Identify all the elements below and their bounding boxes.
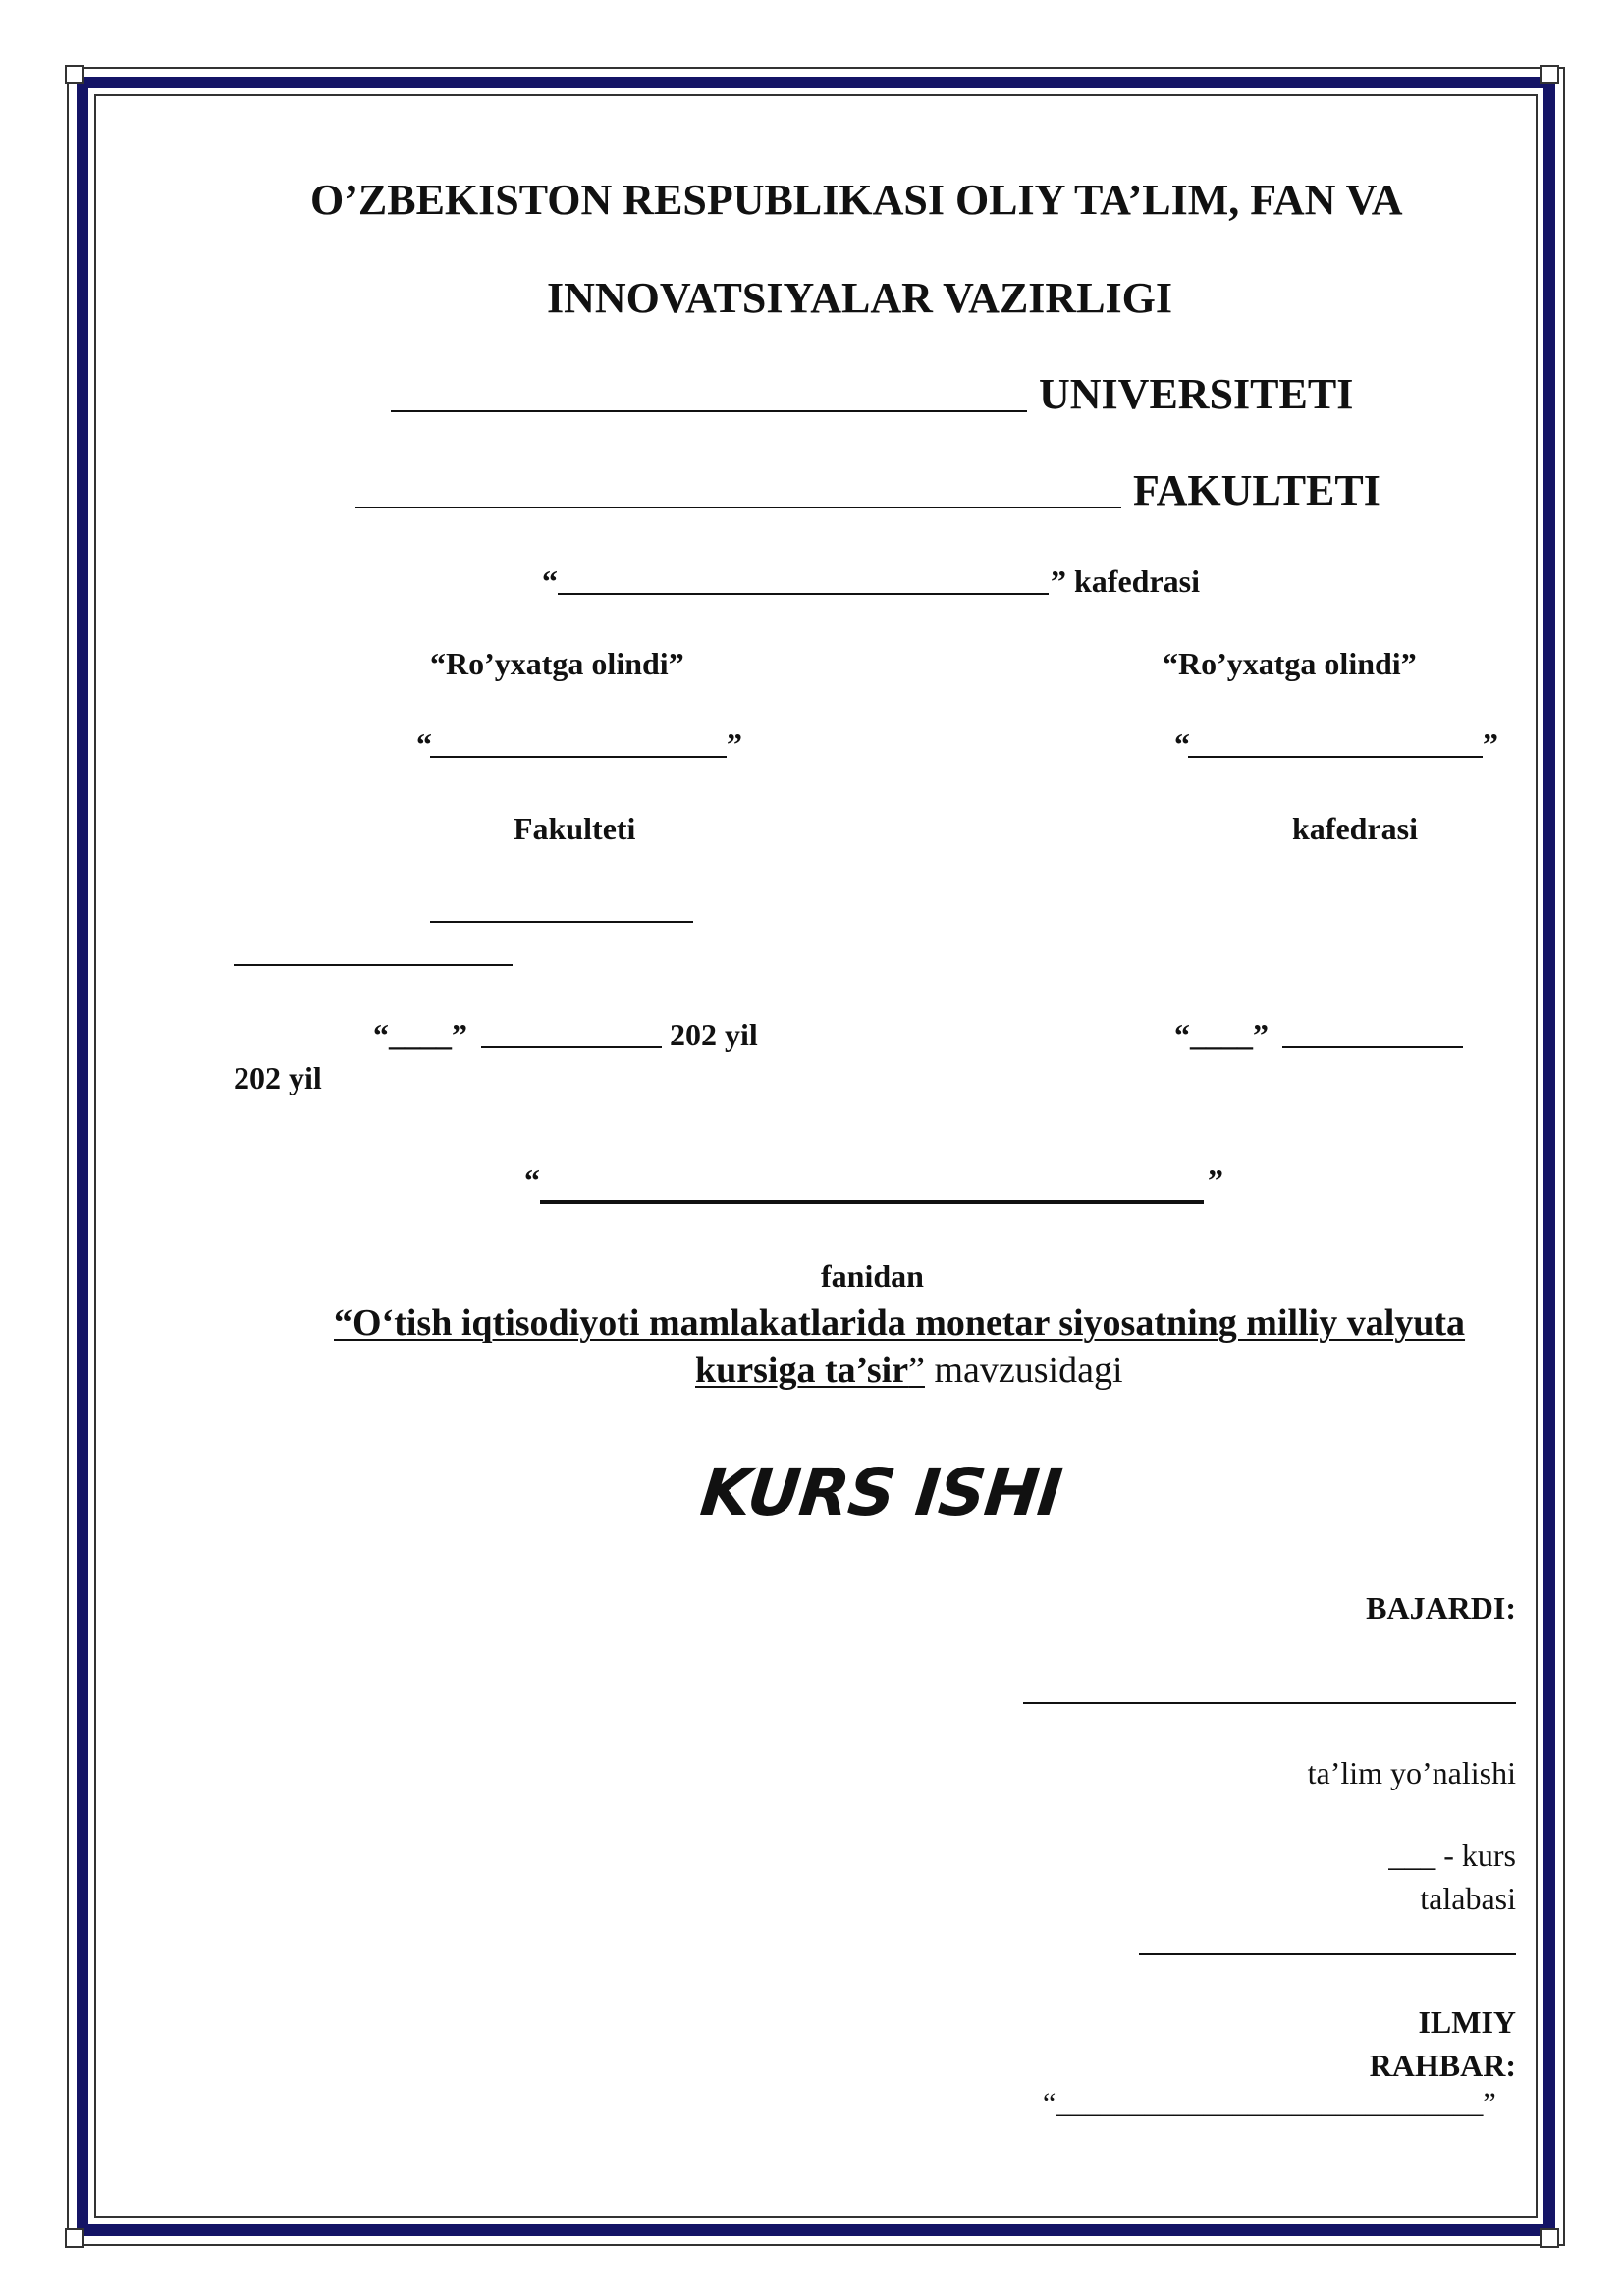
bajardi-label: BAJARDI: xyxy=(1366,1590,1516,1626)
left-date-day: “____” xyxy=(373,1017,467,1052)
kafedra-suffix: ” kafedrasi xyxy=(1051,563,1200,599)
advisor-name-blank: “_____________________________” xyxy=(1043,2087,1496,2119)
topic-quote-close: ” xyxy=(908,1350,925,1391)
talabasi-label: talabasi xyxy=(1420,1881,1516,1916)
faculty-blank xyxy=(355,507,1121,508)
rahbar-label: RAHBAR: xyxy=(1369,2048,1516,2083)
right-reg-quote-close: ” xyxy=(1483,726,1498,762)
border-corner-bottom-right xyxy=(1540,2228,1559,2248)
course-label: ___ - kurs xyxy=(1388,1838,1516,1873)
talim-yonalishi-label: ta’lim yo’nalishi xyxy=(1307,1755,1516,1790)
student-name-blank xyxy=(1023,1702,1516,1704)
left-date-year: 202 yil xyxy=(670,1017,758,1052)
ministry-line-2: INNOVATSIYALAR VAZIRLIGI xyxy=(547,274,1173,322)
left-date-month-blank xyxy=(481,1046,662,1048)
ilmiy-label: ILMIY xyxy=(1418,2004,1516,2040)
kafedra-blank xyxy=(558,593,1049,595)
right-reg-blank xyxy=(1188,756,1483,758)
fanidan-label: fanidan xyxy=(821,1258,924,1294)
student-signature-blank xyxy=(1139,1953,1516,1955)
subject-blank xyxy=(540,1200,1204,1204)
right-reg-label: kafedrasi xyxy=(1292,811,1418,846)
left-reg-quote-open: “ xyxy=(416,726,432,762)
right-reg-quote-open: “ xyxy=(1174,726,1190,762)
right-signature-blank-wrapped xyxy=(234,964,513,966)
subject-quote-close: ” xyxy=(1208,1162,1223,1198)
left-reg-quote-close: ” xyxy=(727,726,742,762)
border-corner-top-right xyxy=(1540,65,1559,84)
university-blank xyxy=(391,410,1027,412)
registration-right-title: “Ro’yxatga olindi” xyxy=(1163,646,1417,681)
right-date-day: “____” xyxy=(1174,1017,1269,1052)
topic-line-1: “O‘tish iqtisodiyoti mamlakatlarida monetar siyosatning milliy valyuta xyxy=(334,1303,1466,1344)
university-suffix: UNIVERSITETI xyxy=(1039,370,1354,418)
border-corner-top-left xyxy=(65,65,84,84)
right-date-year-wrapped: 202 yil xyxy=(234,1060,322,1095)
left-reg-blank xyxy=(430,756,727,758)
document-type-title: KURS ISHI xyxy=(696,1455,1065,1530)
registration-left-title: “Ro’yxatga olindi” xyxy=(430,646,684,681)
left-reg-label: Fakulteti xyxy=(514,811,636,846)
subject-quote-open: “ xyxy=(524,1162,540,1198)
faculty-suffix: FAKULTETI xyxy=(1133,466,1380,514)
mavzusidagi-label: mavzusidagi xyxy=(934,1350,1123,1391)
right-date-month-blank xyxy=(1282,1046,1463,1048)
left-signature-blank xyxy=(430,921,693,923)
kafedra-quote-open: “ xyxy=(542,563,558,599)
topic-line-2: kursiga ta’sir xyxy=(695,1350,909,1391)
ministry-line-1: O’ZBEKISTON RESPUBLIKASI OLIY TA’LIM, FAN VA xyxy=(310,176,1403,224)
border-corner-bottom-left xyxy=(65,2228,84,2248)
